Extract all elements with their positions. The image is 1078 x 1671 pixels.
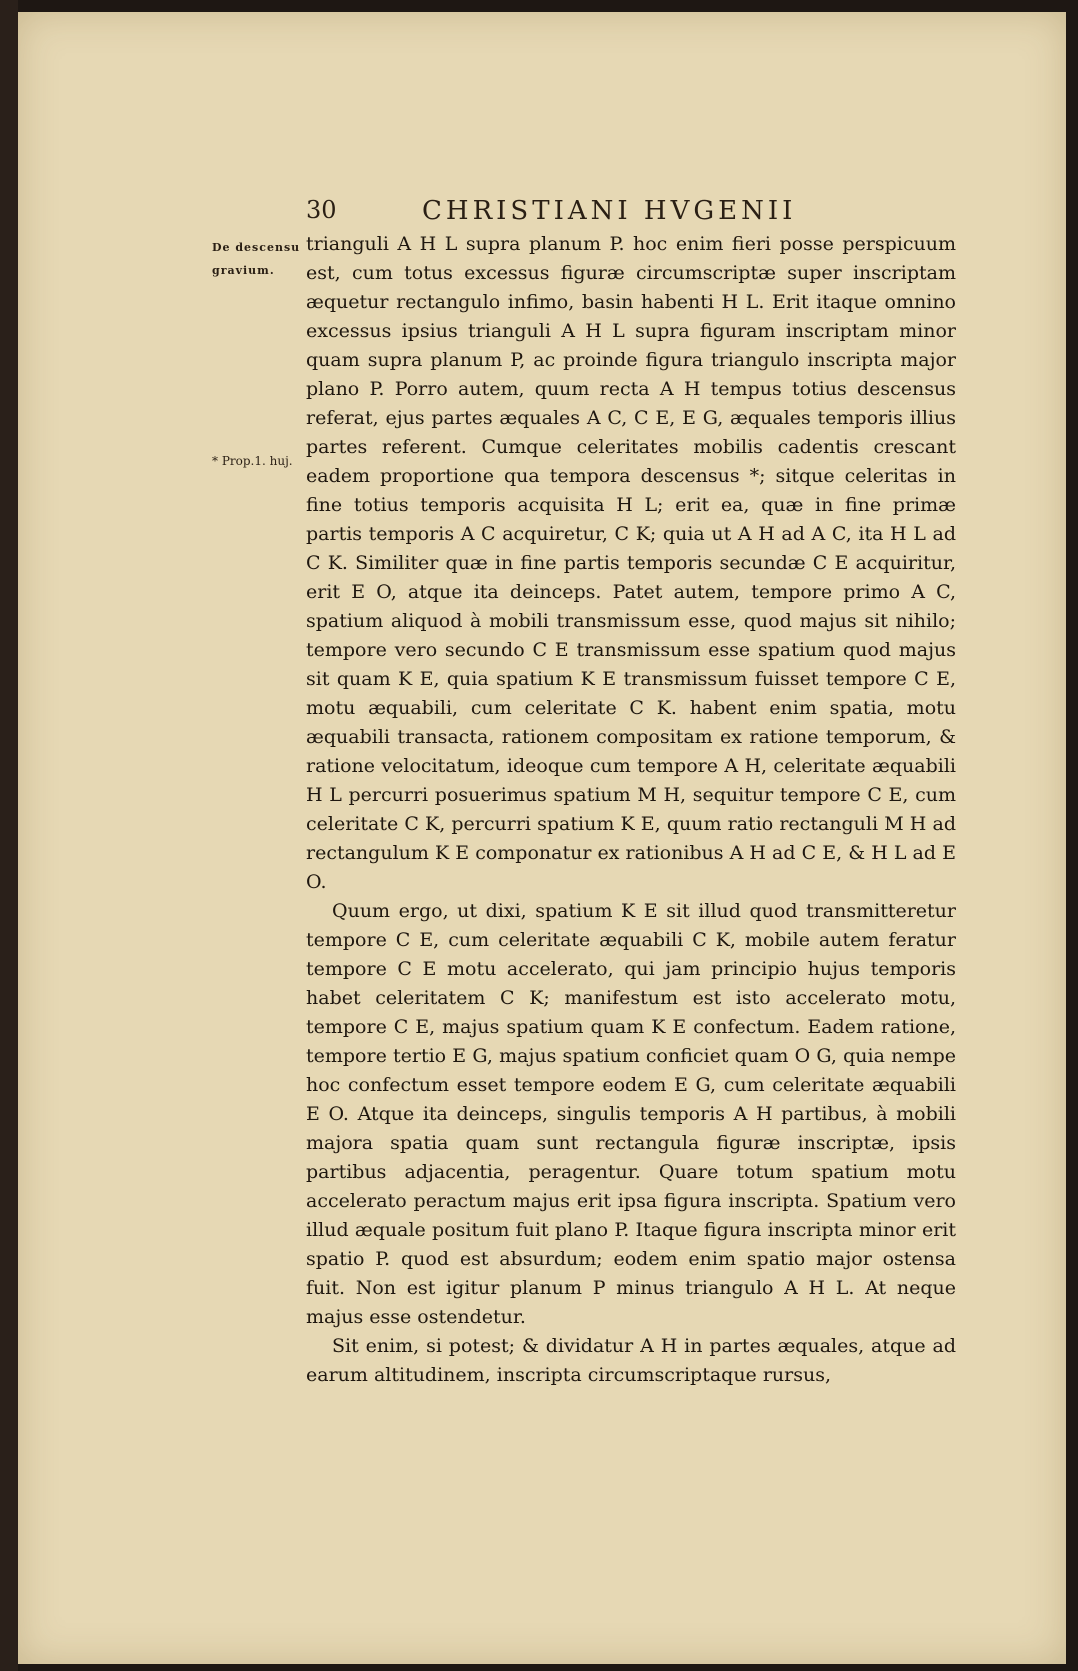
paragraph-3: Sit enim, si potest; & dividatur A H in partes æquales, atque ad earum altitudinem, inscripta circumscriptaque rursus, (306, 1335, 956, 1386)
page-number: 30 (306, 196, 337, 224)
body-text (306, 230, 956, 1390)
paragraph-1: trianguli A H L supra planum P. hoc enim fieri posse perspicuum est, cum totus excessus figuræ circumscriptæ super inscriptam æquetur rectangulo infimo, basin habenti H L. Erit itaque omnino excessus ipsius trianguli A H L supra figuram inscriptam minor quam supra planum P, ac proinde figura triangulo inscripta major plano P. Porro autem, quum recta A H tempus totius descensus referat, ejus partes æquales A C, C E, E G, æquales temporis illius partes referent. Cumque celeritates mobilis cadentis crescant eadem proportione qua tempora descensus *; sitque celeritas in fine totius temporis acquisita H L; erit ea, quæ in fine primæ partis temporis A C acquiretur, C K; quia ut A H ad A C, ita H L ad C K. Similiter quæ in fine partis temporis secundæ C E acquiritur, erit E O, atque ita deinceps. Patet autem, tempore primo A C, spatium aliquod à mobili transmissum esse, quod majus sit nihilo; tempore vero secundo C E transmissum esse spatium quod majus sit quam K E, quia spatium K E transmissum fuisset tempore C E, motu æquabili, cum celeritate C K. habent enim spatia, motu æquabili transacta, rationem compositam ex ratione temporum, & ratione velocitatum, ideoque cum tempore A H, celeritate æquabili H L percurri posuerimus spatium M H, sequitur tempore C E, cum celeritate C K, percurri spatium K E, quum ratio rectanguli M H ad rectangulum K E componatur ex rationibus A H ad C E, & H L ad E O. (306, 233, 956, 893)
margin-section-title: De descensu gravium. (212, 241, 301, 277)
paragraph-2: Quum ergo, ut dixi, spatium K E sit illud quod transmitteretur tempore C E, cum celeritate æquabili C K, mobile autem feratur tempore C E motu accelerato, qui jam principio hujus temporis habet celeritatem C K; manifestum est isto accelerato motu, tempore C E, majus spatium quam K E confectum. Eadem ratione, tempore tertio E G, majus spatium conficiet quam O G, quia nempe hoc confectum esset tempore eodem E G, cum celeritate æquabili E O. Atque ita deinceps, singulis temporis A H partibus, à mobili majora spatia quam sunt rectangula figuræ inscriptæ, ipsis partibus adjacentia, peragentur. Quare totum spatium motu accelerato peractum majus erit ipsa figura inscripta. Spatium vero illud æquale positum fuit plano P. Itaque figura inscripta minor erit spatio P. quod est absurdum; eodem enim spatio major ostensa fuit. Non est igitur planum P minus triangulo A H L. At neque majus esse ostendetur. (306, 900, 956, 1328)
scan-edge (0, 0, 18, 1671)
running-title: CHRISTIANI HVGENII (422, 196, 797, 226)
margin-reference-note: * Prop.1. huj. (212, 454, 293, 468)
